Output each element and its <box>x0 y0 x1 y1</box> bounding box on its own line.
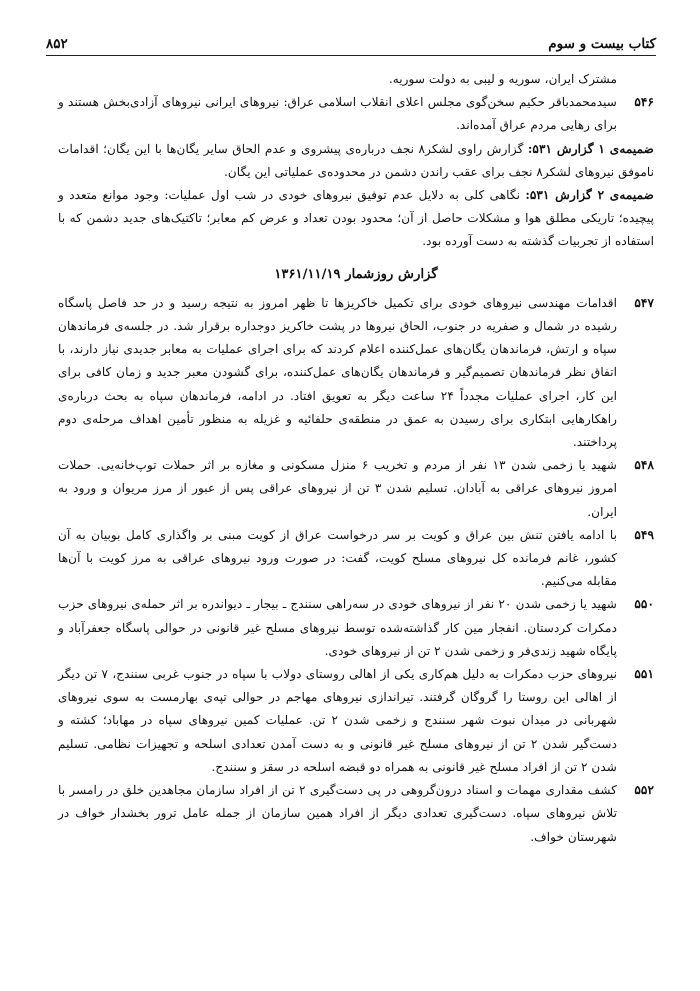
annex-1 <box>58 138 654 184</box>
page-number: ۸۵۲ <box>46 36 68 52</box>
entry-550 <box>58 593 654 663</box>
entry-546 <box>58 91 654 137</box>
entry-552 <box>58 779 654 849</box>
entry-551 <box>58 663 654 779</box>
book-title: کتاب بیست و سوم <box>548 36 656 52</box>
header-rule <box>46 55 656 56</box>
annex-text: گزارش راوی لشکر۸ نجف درباره‌ی پیشروی و عدم الحاق سایر یگان‌ها با این یگان؛ اقدامات ناموفق نیروهای لشکر۸ نجف برای عقب راندن دشمن در محدوده‌ی عملیاتی این یگان. <box>58 141 654 179</box>
entry-text: اقدامات مهندسی نیروهای خودی برای تکمیل خاکریزها تا ظهر امروز به نتیجه رسید و در حد فاصل پاسگاه رشیده در شمال و صفریه در جنوب، الحاق نیروها در پشت خاکریز دوجداره برقرار شد. در جلسه‌ی فرماندهان سپاه و ارتش، فرماندهان یگان‌های عمل‌کننده اعلام کردند که برای اجرای عملیات به معابر جدیدی نیاز دارند، با اتفاق نظر فرماندهان تصمیم‌گیر و فرماندهان یگان‌های عمل‌کننده، برای گشودن معبر جدید و زمان کافی برای این کار، اجرای عملیات مجدداً ۲۴ ساعت دیگر به تعویق افتاد. در ادامه، فرماندهان سپاه به بحث درباره‌ی راهکارهایی ابتکاری برای رسیدن به عمق در منطقه‌ی حلفائیه و غزیله به منظور تأمین اهداف مرحله‌ی دوم پرداختند. <box>58 295 618 450</box>
entry-549 <box>58 524 654 594</box>
entry-text: شهید یا زخمی شدن ۱۳ نفر از مردم و تخریب ۶ منزل مسکونی و مغازه بر اثر حملات توپ‌خانه‌یی. حملات امروز نیروهای عراقی به آبادان. تسلیم شدن ۳ تن از نیروهای عراقی پس از عبور از مرز مریوان و ورود به ایران. <box>58 458 617 519</box>
entry-547 <box>58 292 654 454</box>
entry-548 <box>58 454 654 524</box>
intro-continuation: مشترک ایران، سوریه و لیبی به دولت سوریه. <box>388 72 617 86</box>
entry-text: شهید یا زخمی شدن ۲۰ نفر از نیروهای خودی در سه‌راهی سنندج ـ بیجار ـ دیواندره بر اثر حمله‌ی نیروهای حزب دمکرات کردستان. انفجار مین کار گذاشته‌شده توسط نیروهای مسلح غیر قانونی در حوالی پاسگاه جعفرآباد و پایگاه شهید زندی‌فر و زخمی شدن ۲ تن از نیروهای خودی. <box>58 597 617 658</box>
page-body <box>58 68 654 849</box>
entry-number: ۵۵۰ <box>634 597 654 612</box>
entry-number: ۵۴۹ <box>634 527 654 542</box>
running-header <box>46 26 656 52</box>
entry-text: کشف مقداری مهمات و اسناد درون‌گروهی در پی دست‌گیری ۲ تن از افراد سازمان مجاهدین خلق در رامسر با تلاش نیروهای سپاه. دست‌گیری تعدادی دیگر از افراد همین سازمان از جمله عامل ترور بخشدار خواف در شهرستان خواف. <box>58 783 617 844</box>
annex-text: نگاهی کلی به دلایل عدم توفیق نیروهای خودی در شب اول عملیات: وجود موانع متعدد و پیچیده؛ تاریکی مطلق هوا و مشکلات حاصل از آن؛ محدود بودن تعداد و عرض کم معابر؛ تاکتیک‌های جدید دشمن که با استفاده از تجربیات گذشته به دست آورده بود. <box>58 188 654 249</box>
annex-2 <box>58 184 654 254</box>
entry-text: سیدمحمدباقر حکیم سخن‌گوی مجلس اعلای انقلاب اسلامی عراق: نیروهای ایرانی نیروهای آزادی‌بخش هستند و برای رهایی مردم عراق آمده‌اند. <box>58 95 617 133</box>
entry-number: ۵۵۲ <box>634 783 654 798</box>
annex-label: ضمیمه‌ی ۲ گزارش ۵۳۱: <box>525 188 655 203</box>
annex-label: ضمیمه‌ی ۱ گزارش ۵۳۱: <box>527 141 654 156</box>
entry-text: با ادامه یافتن تنش بین عراق و کویت بر سر درخواست عراق از کویت مبنی بر واگذاری کامل بوبیان به آن کشور، غانم فرمانده کل نیروهای مسلح کویت، گفت: در صورت ورود نیروهای عراقی به مرز کویت با آن‌ها مقابله می‌کنیم. <box>58 527 617 589</box>
section-title: گزارش روزشمار ۱۳۶۱/۱۱/۱۹ <box>274 266 438 282</box>
entry-number: ۵۴۶ <box>634 95 654 110</box>
entry-number: ۵۴۷ <box>634 295 654 310</box>
entry-text: نیروهای حزب دمکرات به دلیل هم‌کاری یکی از اهالی روستای دولاب با سپاه در جنوب غربی سنندج، ۷ تن دیگر از اهالی این روستا را گروگان گرفتند. تیراندازی نیروهای مهاجم در حوالی تپه‌ی بهارمست به سوی نیروهای شهربانی در میدان نبوت شهر سنندج و زخمی شدن ۲ تن. عملیات کمین نیروهای سپاه در مهاباد؛ کشته و دست‌گیر شدن ۲ تن از نیروهای مسلح غیر قانونی و به دست آمدن تعدادی اسلحه و تجهیزات نظامی. تسلیم شدن ۲ تن از افراد مسلح غیر قانونی به همراه دو قبضه اسلحه در سقز و سنندج. <box>58 667 617 774</box>
entry-number: ۵۴۸ <box>634 458 654 473</box>
entry-number: ۵۵۱ <box>634 667 654 682</box>
